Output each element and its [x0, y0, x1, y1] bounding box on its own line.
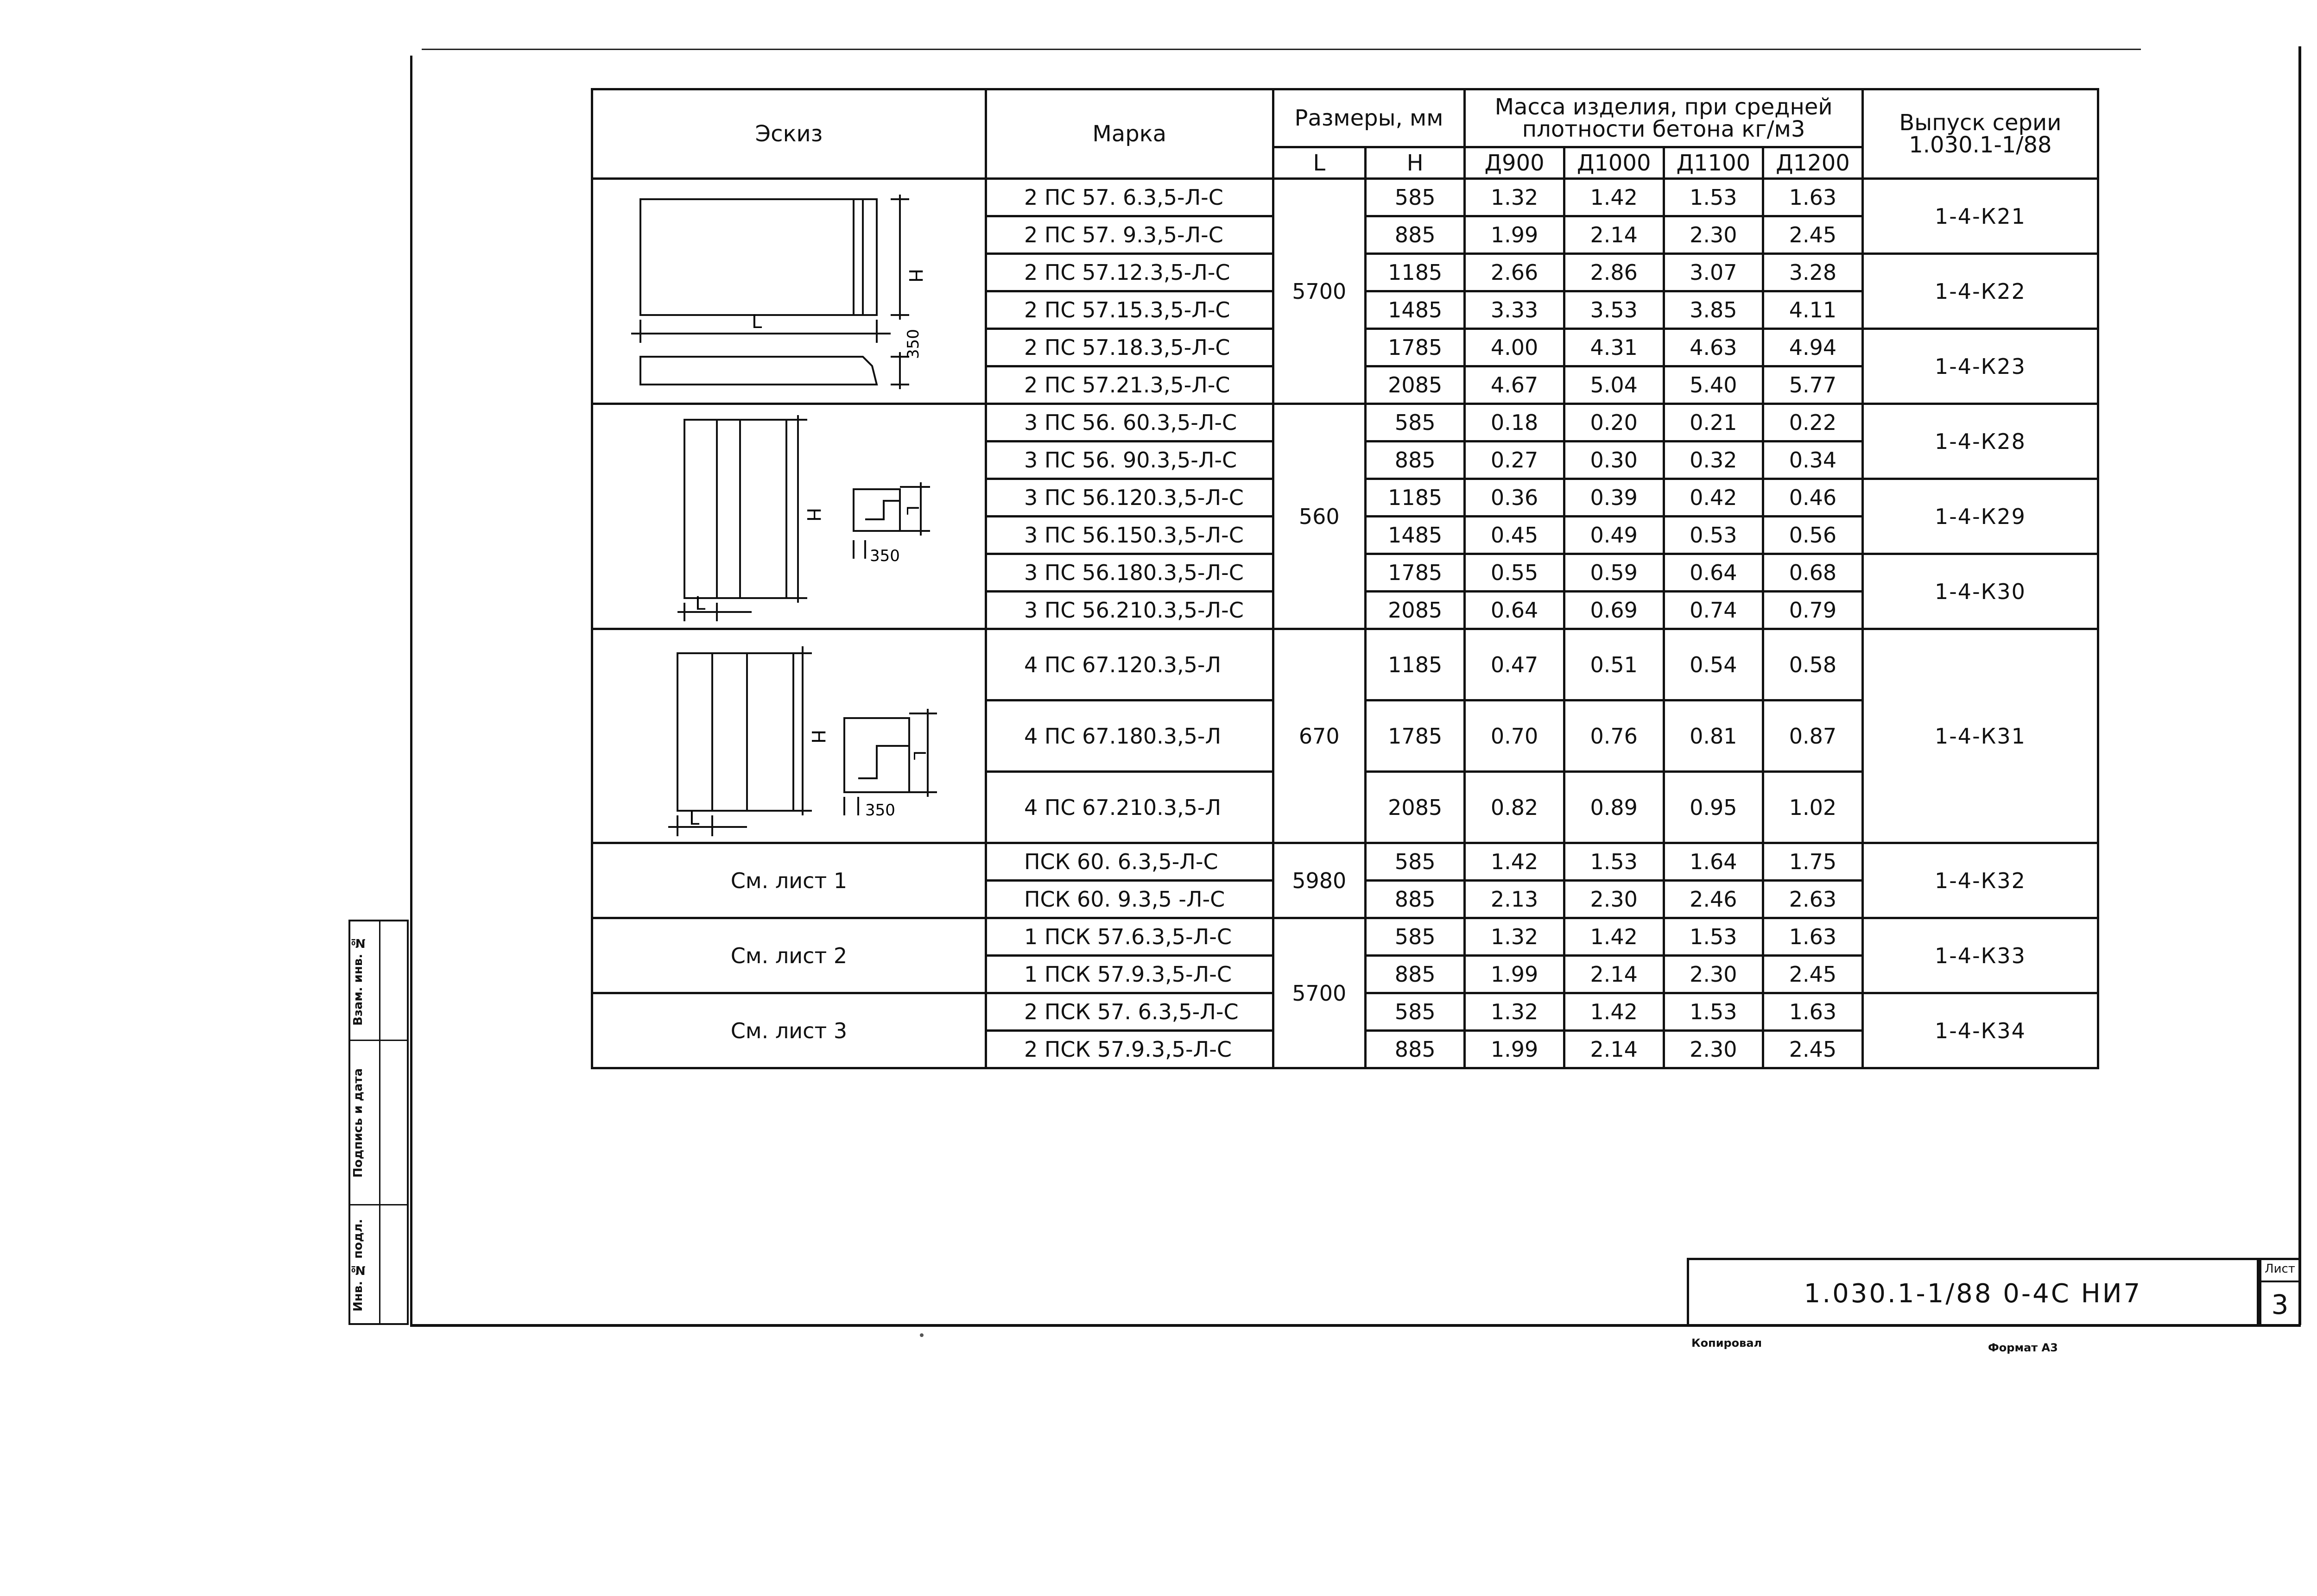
height-cell: 1785 [1366, 329, 1465, 366]
mass-cell: 4.00 [1465, 329, 1564, 366]
issue-cell: 1-4-К32 [1862, 843, 2098, 918]
mass-cell: 0.82 [1465, 772, 1564, 843]
sketch-label-l: L [752, 311, 762, 333]
mass-cell: 1.53 [1664, 918, 1763, 956]
sketch-ref-cell: См. лист 1 [592, 843, 986, 918]
height-cell: 1185 [1366, 629, 1465, 700]
issue-cell: 1-4-К23 [1862, 329, 2098, 404]
mass-cell: 1.32 [1465, 918, 1564, 956]
mark-cell: 4 ПС 67.210.3,5-Л [986, 772, 1273, 843]
height-cell: 885 [1366, 442, 1465, 479]
product-table [591, 88, 2099, 1069]
sketch-panel-3ps [594, 406, 983, 624]
scan-speck [920, 1333, 924, 1337]
frame-right-line [2298, 46, 2301, 1325]
length-cell: 5700 [1273, 179, 1365, 404]
height-cell: 885 [1366, 1031, 1465, 1068]
mark-cell: 3 ПС 56.210.3,5-Л-С [986, 592, 1273, 629]
issue-cell: 1-4-К22 [1862, 254, 2098, 329]
sketch-label-350: 350 [870, 547, 900, 565]
mass-cell: 2.14 [1564, 1031, 1664, 1068]
issue-cell: 1-4-К29 [1862, 479, 2098, 554]
mass-cell: 2.45 [1763, 1031, 1863, 1068]
mass-cell: 5.04 [1564, 366, 1664, 404]
height-cell: 585 [1366, 918, 1465, 956]
mass-cell: 3.85 [1664, 291, 1763, 329]
header-dim-h: H [1366, 147, 1465, 179]
mass-cell: 0.76 [1564, 700, 1664, 772]
mass-cell: 0.68 [1763, 554, 1863, 592]
inv-no-orig-label: Инв. № подл. [351, 1219, 365, 1312]
issue-cell: 1-4-К28 [1862, 404, 2098, 479]
length-cell: 670 [1273, 629, 1365, 843]
mass-cell: 1.02 [1763, 772, 1863, 843]
frame-left-line [410, 56, 412, 1325]
mass-cell: 1.42 [1564, 918, 1664, 956]
mass-cell: 0.58 [1763, 629, 1863, 700]
mass-cell: 0.56 [1763, 517, 1863, 554]
mass-cell: 0.22 [1763, 404, 1863, 442]
document-code: 1.030.1-1/88 0-4С НИ7 [1804, 1279, 2142, 1309]
side-stamp-divider [379, 921, 380, 1323]
frame-top-line [422, 49, 2141, 50]
mass-cell: 2.13 [1465, 881, 1564, 918]
mark-cell: 4 ПС 67.120.3,5-Л [986, 629, 1273, 700]
mass-cell: 3.07 [1664, 254, 1763, 291]
mass-cell: 5.77 [1763, 366, 1863, 404]
mass-cell: 0.87 [1763, 700, 1863, 772]
replace-inv-label: Взам. инв. № [351, 935, 365, 1026]
mass-cell: 1.99 [1465, 1031, 1564, 1068]
mass-cell: 0.70 [1465, 700, 1564, 772]
header-density: Д1200 [1763, 147, 1863, 179]
mass-cell: 1.63 [1763, 993, 1863, 1031]
height-cell: 585 [1366, 843, 1465, 881]
height-cell: 2085 [1366, 366, 1465, 404]
mass-cell: 0.45 [1465, 517, 1564, 554]
header-issue: Выпуск серии 1.030.1-1/88 [1862, 89, 2098, 179]
sign-date-label: Подпись и дата [351, 1068, 365, 1178]
header-dim-l: L [1273, 147, 1365, 179]
mark-cell: 4 ПС 67.180.3,5-Л [986, 700, 1273, 772]
sketch-cell [592, 629, 986, 843]
height-cell: 2085 [1366, 772, 1465, 843]
sketch-label-l: L [695, 593, 706, 614]
mass-cell: 0.39 [1564, 479, 1664, 517]
mass-cell: 4.63 [1664, 329, 1763, 366]
mass-cell: 0.89 [1564, 772, 1664, 843]
sketch-cell [592, 179, 986, 404]
mass-cell: 1.32 [1465, 993, 1564, 1031]
length-cell: 560 [1273, 404, 1365, 629]
mass-cell: 1.32 [1465, 179, 1564, 216]
issue-cell: 1-4-К34 [1862, 993, 2098, 1068]
mass-cell: 0.20 [1564, 404, 1664, 442]
sketch-panel-2ps [594, 181, 983, 398]
mass-cell: 2.30 [1664, 956, 1763, 993]
mark-cell: 3 ПС 56. 90.3,5-Л-С [986, 442, 1273, 479]
mass-cell: 4.94 [1763, 329, 1863, 366]
mass-cell: 3.53 [1564, 291, 1664, 329]
mass-cell: 1.42 [1564, 179, 1664, 216]
header-sketch: Эскиз [592, 89, 986, 179]
mass-cell: 0.95 [1664, 772, 1763, 843]
mass-cell: 2.14 [1564, 956, 1664, 993]
mark-cell: 2 ПС 57.15.3,5-Л-С [986, 291, 1273, 329]
mark-cell: 2 ПС 57.18.3,5-Л-С [986, 329, 1273, 366]
mass-cell: 4.11 [1763, 291, 1863, 329]
mass-cell: 0.59 [1564, 554, 1664, 592]
header-density: Д1100 [1664, 147, 1763, 179]
mass-cell: 0.30 [1564, 442, 1664, 479]
mark-cell: 2 ПС 57. 6.3,5-Л-С [986, 179, 1273, 216]
mass-cell: 2.14 [1564, 216, 1664, 254]
mass-cell: 0.69 [1564, 592, 1664, 629]
mass-cell: 0.46 [1763, 479, 1863, 517]
mass-cell: 0.54 [1664, 629, 1763, 700]
mass-cell: 0.32 [1664, 442, 1763, 479]
mass-cell: 2.30 [1664, 1031, 1763, 1068]
mass-cell: 4.31 [1564, 329, 1664, 366]
sketch-label-350: 350 [865, 801, 896, 820]
mass-cell: 1.53 [1564, 843, 1664, 881]
sheet-number-box [2259, 1258, 2301, 1326]
mark-cell: 3 ПС 56.150.3,5-Л-С [986, 517, 1273, 554]
mark-cell: 1 ПСК 57.6.3,5-Л-С [986, 918, 1273, 956]
mass-cell: 1.42 [1564, 993, 1664, 1031]
mass-cell: 0.74 [1664, 592, 1763, 629]
sketch-label-l2: L [910, 751, 929, 760]
side-stamp [348, 920, 409, 1325]
mass-cell: 2.45 [1763, 216, 1863, 254]
mass-cell: 0.53 [1664, 517, 1763, 554]
header-mass: Масса изделия, при средней плотности бетона кг/м3 [1465, 89, 1862, 147]
mark-cell: 2 ПС 57.21.3,5-Л-С [986, 366, 1273, 404]
mass-cell: 2.45 [1763, 956, 1863, 993]
mass-cell: 0.42 [1664, 479, 1763, 517]
height-cell: 585 [1366, 179, 1465, 216]
mass-cell: 1.42 [1465, 843, 1564, 881]
sketch-label-350: 350 [904, 329, 923, 359]
format-label: Формат А3 [1988, 1341, 2058, 1354]
mark-cell: 3 ПС 56. 60.3,5-Л-С [986, 404, 1273, 442]
mark-cell: 1 ПСК 57.9.3,5-Л-С [986, 956, 1273, 993]
sketch-label-l: L [689, 808, 700, 829]
copied-label: Копировал [1691, 1337, 1762, 1350]
issue-cell: 1-4-К21 [1862, 179, 2098, 254]
sketch-label-h: H [807, 730, 829, 744]
mass-cell: 1.99 [1465, 956, 1564, 993]
mass-cell: 0.51 [1564, 629, 1664, 700]
title-block [1687, 1258, 2259, 1326]
height-cell: 1485 [1366, 291, 1465, 329]
sketch-ref-cell: См. лист 2 [592, 918, 986, 993]
mass-cell: 2.30 [1664, 216, 1763, 254]
mass-cell: 0.79 [1763, 592, 1863, 629]
mark-cell: 2 ПС 57. 9.3,5-Л-С [986, 216, 1273, 254]
length-cell: 5700 [1273, 918, 1365, 1068]
issue-cell: 1-4-К30 [1862, 554, 2098, 629]
sheet-number: 3 [2271, 1289, 2289, 1320]
mark-cell: 3 ПС 56.120.3,5-Л-С [986, 479, 1273, 517]
mass-cell: 1.64 [1664, 843, 1763, 881]
mass-cell: 1.75 [1763, 843, 1863, 881]
mass-cell: 2.30 [1564, 881, 1664, 918]
height-cell: 2085 [1366, 592, 1465, 629]
issue-cell: 1-4-К33 [1862, 918, 2098, 993]
sketch-cell [592, 404, 986, 629]
header-density: Д900 [1465, 147, 1564, 179]
mass-cell: 0.64 [1465, 592, 1564, 629]
sketch-label-h: H [905, 269, 926, 283]
height-cell: 1485 [1366, 517, 1465, 554]
height-cell: 885 [1366, 881, 1465, 918]
header-mark: Марка [986, 89, 1273, 179]
mass-cell: 0.36 [1465, 479, 1564, 517]
mass-cell: 0.34 [1763, 442, 1863, 479]
mass-cell: 0.18 [1465, 404, 1564, 442]
height-cell: 1785 [1366, 554, 1465, 592]
mass-cell: 0.49 [1564, 517, 1664, 554]
side-stamp-divider [350, 1204, 407, 1205]
side-stamp-divider [350, 1040, 407, 1041]
height-cell: 1185 [1366, 479, 1465, 517]
mass-cell: 1.63 [1763, 179, 1863, 216]
mass-cell: 0.27 [1465, 442, 1564, 479]
height-cell: 885 [1366, 216, 1465, 254]
mass-cell: 2.66 [1465, 254, 1564, 291]
sheet-label: Лист [2261, 1262, 2298, 1282]
mark-cell: 2 ПСК 57. 6.3,5-Л-С [986, 993, 1273, 1031]
mark-cell: ПСК 60. 6.3,5-Л-С [986, 843, 1273, 881]
sketch-label-l2: L [903, 505, 922, 515]
mass-cell: 2.46 [1664, 881, 1763, 918]
mass-cell: 1.53 [1664, 179, 1763, 216]
length-cell: 5980 [1273, 843, 1365, 918]
header-density: Д1000 [1564, 147, 1664, 179]
mark-cell: 2 ПС 57.12.3,5-Л-С [986, 254, 1273, 291]
mass-cell: 5.40 [1664, 366, 1763, 404]
mark-cell: 3 ПС 56.180.3,5-Л-С [986, 554, 1273, 592]
mass-cell: 2.63 [1763, 881, 1863, 918]
height-cell: 1785 [1366, 700, 1465, 772]
sketch-label-h: H [803, 508, 824, 522]
header-dimensions: Размеры, мм [1273, 89, 1465, 147]
mass-cell: 2.86 [1564, 254, 1664, 291]
height-cell: 585 [1366, 993, 1465, 1031]
mass-cell: 0.64 [1664, 554, 1763, 592]
mass-cell: 3.33 [1465, 291, 1564, 329]
mass-cell: 0.47 [1465, 629, 1564, 700]
mass-cell: 3.28 [1763, 254, 1863, 291]
mass-cell: 1.63 [1763, 918, 1863, 956]
sketch-ref-cell: См. лист 3 [592, 993, 986, 1068]
mass-cell: 1.53 [1664, 993, 1763, 1031]
sketch-panel-4ps [594, 630, 983, 839]
height-cell: 585 [1366, 404, 1465, 442]
mark-cell: ПСК 60. 9.3,5 -Л-С [986, 881, 1273, 918]
height-cell: 885 [1366, 956, 1465, 993]
issue-cell: 1-4-К31 [1862, 629, 2098, 843]
mass-cell: 0.81 [1664, 700, 1763, 772]
mark-cell: 2 ПСК 57.9.3,5-Л-С [986, 1031, 1273, 1068]
mass-cell: 0.55 [1465, 554, 1564, 592]
mass-cell: 4.67 [1465, 366, 1564, 404]
height-cell: 1185 [1366, 254, 1465, 291]
mass-cell: 1.99 [1465, 216, 1564, 254]
mass-cell: 0.21 [1664, 404, 1763, 442]
